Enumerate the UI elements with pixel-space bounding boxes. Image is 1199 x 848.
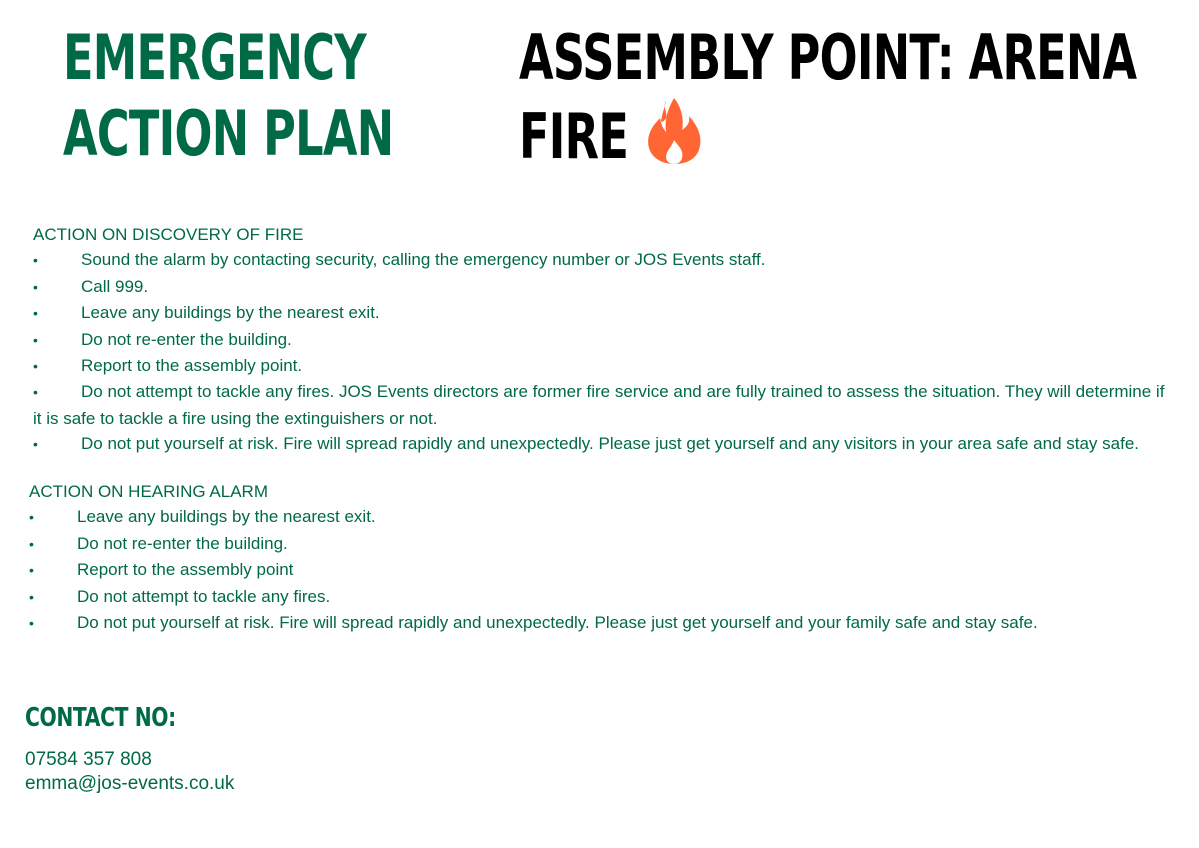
bullet-icon: • <box>33 436 38 453</box>
bullet-icon: • <box>33 305 38 322</box>
list-item-text: Do not put yourself at risk. Fire will spread rapidly and unexpectedly. Please just get yourself and any visitors in your area safe and stay safe. <box>81 434 1140 454</box>
contact-phone[interactable]: 07584 357 808 <box>25 749 152 770</box>
list-item <box>33 247 1173 273</box>
bullet-icon: • <box>33 331 38 348</box>
list-item-text: Do not re-enter the building. <box>77 533 288 553</box>
alarm-heading: ACTION ON HEARING ALARM <box>29 482 268 501</box>
discovery-heading: ACTION ON DISCOVERY OF FIRE <box>33 225 304 244</box>
list-item <box>29 584 1169 610</box>
discovery-of-fire-section <box>33 222 1173 458</box>
list-item-text: Report to the assembly point <box>77 560 294 580</box>
bullet-icon: • <box>29 509 34 526</box>
hearing-alarm-section <box>29 479 1169 636</box>
list-item-text: Do not put yourself at risk. Fire will spread rapidly and unexpectedly. Please just get yourself and your family safe and stay safe. <box>77 613 1038 633</box>
bullet-icon: • <box>29 588 34 605</box>
list-item <box>29 504 1169 530</box>
contact-heading: CONTACT NO: <box>25 703 176 733</box>
list-item-text: Do not attempt to tackle any fires. JOS Events directors are former fire service and are fully trained to assess the situation. They will determine if it is safe to tackle a fire using the extinguishers or not. <box>33 382 1165 428</box>
bullet-icon: • <box>33 252 38 269</box>
list-item-text: Leave any buildings by the nearest exit. <box>77 507 376 527</box>
list-item <box>33 353 1173 379</box>
assembly-point-title <box>519 20 1136 175</box>
assembly-point-location: FIRE <box>519 100 629 173</box>
list-item <box>33 379 1173 431</box>
assembly-point-line-1: ASSEMBLY POINT: ARENA <box>519 21 1137 94</box>
list-item <box>33 300 1173 326</box>
title-line-1: EMERGENCY <box>63 21 366 94</box>
list-item <box>29 610 1169 636</box>
bullet-icon: • <box>29 615 34 632</box>
page-title <box>63 20 393 172</box>
list-item <box>29 531 1169 557</box>
bullet-icon: • <box>33 384 38 401</box>
title-line-2: ACTION PLAN <box>63 97 394 170</box>
list-item-text: Do not re-enter the building. <box>81 329 292 349</box>
assembly-point-line-2 <box>519 96 1136 175</box>
list-item <box>33 431 1173 457</box>
list-item-text: Do not attempt to tackle any fires. <box>77 586 331 606</box>
bullet-icon: • <box>29 535 34 552</box>
bullet-icon: • <box>29 562 34 579</box>
list-item-text: Leave any buildings by the nearest exit. <box>81 303 380 323</box>
list-item <box>29 557 1169 583</box>
list-item <box>33 327 1173 353</box>
list-item-text: Report to the assembly point. <box>81 356 303 376</box>
list-item <box>33 274 1173 300</box>
list-item-text: Sound the alarm by contacting security, calling the emergency number or JOS Events staff. <box>81 250 766 270</box>
contact-email[interactable]: emma@jos-events.co.uk <box>25 773 235 794</box>
list-item-text: Call 999. <box>81 276 149 296</box>
bullet-icon: • <box>33 358 38 375</box>
bullet-icon: • <box>33 278 38 295</box>
fire-icon <box>644 96 704 164</box>
